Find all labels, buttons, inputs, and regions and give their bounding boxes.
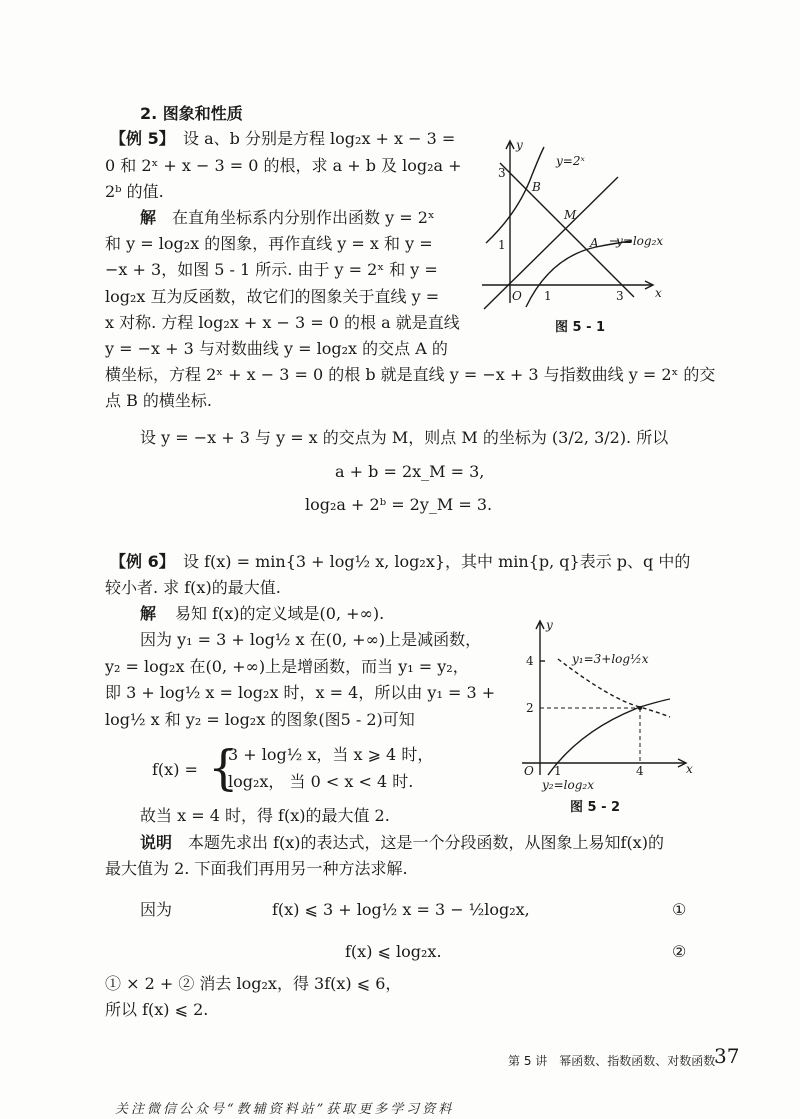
note-label: 说明 bbox=[140, 833, 173, 852]
footer-chapter: 第 5 讲 幂函数、指数函数、对数函数 bbox=[508, 1054, 716, 1068]
page-number: 37 bbox=[714, 1044, 740, 1068]
fig2-tick-x1: 1 bbox=[554, 764, 562, 778]
example6-conclusion: 故当 x = 4 时，得 f(x)的最大值 2. bbox=[140, 806, 390, 825]
example6-solution-line-3: y₂ = log₂x 在(0, +∞)上是增函数，而当 y₁ = y₂， bbox=[105, 657, 469, 676]
inequality-2-tag: ② bbox=[672, 942, 687, 961]
example6-solution-line-4: 即 3 + log½ x = log₂x 时，x = 4，所以由 y₁ = 3 + bbox=[105, 683, 496, 702]
figure-5-1-caption: 图 5 - 1 bbox=[555, 320, 606, 335]
fig2-label-origin: O bbox=[524, 764, 534, 778]
fig1-tick-y1: 1 bbox=[498, 238, 506, 252]
section-title: 2. 图象和性质 bbox=[140, 104, 243, 123]
piecewise-brace: { bbox=[208, 740, 239, 796]
example6-line-2: 较小者. 求 f(x)的最大值. bbox=[105, 578, 281, 597]
example5-solution-line-1: 在直角坐标系内分别作出函数 y = 2ˣ bbox=[172, 208, 435, 227]
fig1-label-origin: O bbox=[512, 289, 522, 303]
watermark: 关注微信公众号“教辅资料站”获取更多学习资料 bbox=[115, 1102, 455, 1117]
example5-solution-line-7: 横坐标，方程 2ˣ + x − 3 = 0 的根 b 就是直线 y = −x + 3 与指数曲线 y = 2ˣ 的交 bbox=[105, 365, 716, 384]
fig1-label-x: x bbox=[655, 286, 662, 300]
piecewise-lhs: f(x) = bbox=[152, 760, 198, 779]
fig2-tick-x4: 4 bbox=[636, 764, 644, 778]
example6-solution-line-5: log½ x 和 y₂ = log₂x 的图象(图5 - 2)可知 bbox=[105, 710, 415, 729]
fig1-line-neg-x-plus-3 bbox=[500, 163, 634, 297]
example6-line-1: 设 f(x) = min{3 + log½ x, log₂x}，其中 min{p, q}表示 p、q 中的 bbox=[183, 552, 691, 571]
note-line-2: 最大值为 2. 下面我们再用另一种方法求解. bbox=[105, 859, 408, 878]
example5-equation-1: a + b = 2x_M = 3, bbox=[335, 462, 485, 481]
fig1-exp-curve bbox=[486, 147, 544, 243]
example5-m-line: 设 y = −x + 3 与 y = x 的交点为 M，则点 M 的坐标为 (3/2, 3/2). 所以 bbox=[140, 428, 669, 447]
example6-solution-line-2: 因为 y₁ = 3 + log½ x 在(0, +∞)上是减函数， bbox=[140, 630, 482, 649]
example5-solution-label: 解 bbox=[140, 208, 157, 227]
inequality-1-tag: ① bbox=[672, 900, 687, 919]
fig2-label-y: y bbox=[546, 618, 553, 632]
example5-solution-line-2: 和 y = log₂x 的图象，再作直线 y = x 和 y = bbox=[105, 234, 433, 253]
fig1-point-a: A bbox=[590, 236, 599, 250]
inequality-2: f(x) ⩽ log₂x. bbox=[345, 942, 442, 961]
fig2-label-x: x bbox=[686, 762, 693, 776]
example6-solution-label: 解 bbox=[140, 604, 157, 623]
example5-equation-2: log₂a + 2ᵇ = 2y_M = 3. bbox=[305, 495, 493, 514]
inequality-1: f(x) ⩽ 3 + log½ x = 3 − ½log₂x, bbox=[272, 900, 530, 919]
note-line-1: 本题先求出 f(x)的表达式，这是一个分段函数，从图象上易知f(x)的 bbox=[188, 833, 664, 852]
fig2-tick-y2: 2 bbox=[526, 701, 534, 715]
example5-solution-line-5: x 对称. 方程 log₂x + x − 3 = 0 的根 a 就是直线 bbox=[105, 313, 460, 332]
fig2-label-y1: y₁=3+log½x bbox=[572, 652, 649, 666]
piecewise-row-1: 3 + log½ x，当 x ⩾ 4 时， bbox=[228, 745, 434, 764]
fig2-tick-y4: 4 bbox=[526, 654, 534, 668]
fig1-label-log: y=log₂x bbox=[616, 234, 664, 248]
piecewise-row-2: log₂x， 当 0 < x < 4 时. bbox=[228, 772, 414, 791]
example5-solution-line-6: y = −x + 3 与对数曲线 y = log₂x 的交点 A 的 bbox=[105, 339, 448, 358]
fig1-tick-x1: 1 bbox=[544, 289, 552, 303]
fig1-point-b: B bbox=[532, 180, 541, 194]
final-line-2: 所以 f(x) ⩽ 2. bbox=[105, 1000, 209, 1019]
fig1-tick-x3: 3 bbox=[616, 289, 624, 303]
example5-solution-line-3: −x + 3，如图 5 - 1 所示. 由于 y = 2ˣ 和 y = bbox=[105, 260, 438, 279]
figure-5-2-caption: 图 5 - 2 bbox=[570, 800, 621, 815]
fig1-label-y: y bbox=[516, 138, 523, 152]
example5-line-1: 设 a、b 分别是方程 log₂x + x − 3 = bbox=[183, 129, 456, 148]
fig2-label-y2: y₂=log₂x bbox=[542, 778, 594, 792]
example5-line-2: 0 和 2ˣ + x − 3 = 0 的根，求 a + b 及 log₂a + bbox=[105, 156, 462, 175]
fig1-point-m: M bbox=[564, 208, 577, 222]
example5-solution-line-8: 点 B 的横坐标. bbox=[105, 391, 213, 410]
example6-label: 【例 6】 bbox=[110, 552, 175, 571]
example5-solution-line-4: log₂x 互为反函数，故它们的图象关于直线 y = bbox=[105, 287, 440, 306]
example5-label: 【例 5】 bbox=[110, 129, 175, 148]
fig1-label-exp: y=2ˣ bbox=[556, 154, 585, 168]
figure-5-2 bbox=[500, 615, 700, 795]
final-line-1: ① × 2 + ② 消去 log₂x，得 3f(x) ⩽ 6， bbox=[105, 974, 402, 993]
example6-solution-line-1: 易知 f(x)的定义域是(0, +∞). bbox=[175, 604, 385, 623]
example5-line-3: 2ᵇ 的值. bbox=[105, 182, 164, 201]
figure-5-1 bbox=[470, 135, 670, 310]
fig1-tick-y3: 3 bbox=[498, 166, 506, 180]
because-label: 因为 bbox=[140, 900, 173, 919]
